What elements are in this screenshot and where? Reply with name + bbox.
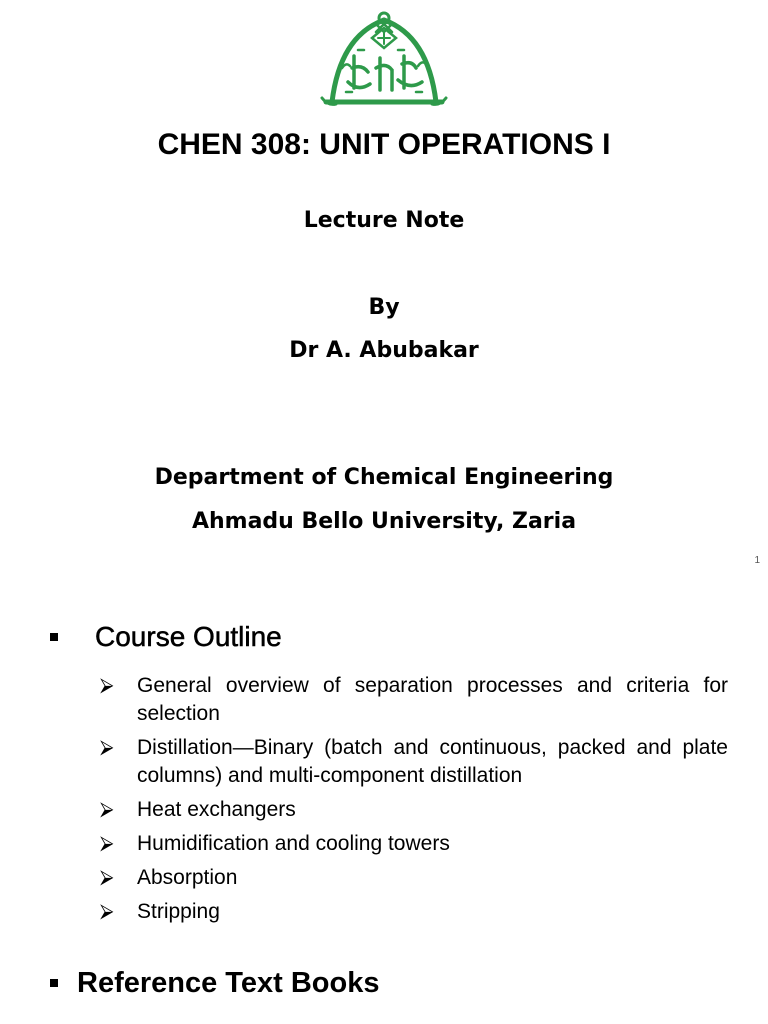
list-item-text: Heat exchangers [137,798,296,821]
square-bullet-icon [50,979,58,987]
list-item [100,898,728,926]
course-outline-heading: Course Outline [95,621,282,652]
course-outline-list [100,672,728,932]
university-name: Ahmadu Bello University, Zaria [191,509,577,534]
square-bullet-icon [50,633,58,641]
arrow-bullet-icon: ⮚ [100,833,114,854]
list-item [100,830,728,858]
arrow-bullet-icon: ⮚ [100,867,114,888]
university-crest-icon [318,6,450,108]
list-item-text: Distillation—Binary (batch and continuous, packed and plate columns) and multi-component distillation [137,736,728,787]
arrow-bullet-icon: ⮚ [100,675,114,696]
list-item [100,672,728,728]
course-outline-slide [0,600,768,1024]
list-item [100,864,728,892]
list-item-text: Absorption [137,866,238,889]
arrow-bullet-icon: ⮚ [100,799,114,820]
reference-books-heading: Reference Text Books [77,967,380,999]
list-item [100,734,728,790]
arrow-bullet-icon: ⮚ [100,901,114,922]
list-item [100,796,728,824]
list-item-text: Humidification and cooling towers [137,832,450,855]
list-item-text: General overview of separation processes and criteria for selection [137,674,728,725]
author-name: Dr A. Abubakar [289,338,479,363]
arrow-bullet-icon: ⮚ [100,737,114,758]
page-number: 1 [754,555,760,566]
department-name: Department of Chemical Engineering [154,465,614,490]
document-title: CHEN 308: UNIT OPERATIONS I [157,128,611,161]
list-item-text: Stripping [137,900,220,923]
subtitle: Lecture Note [303,208,465,233]
by-label: By [368,295,400,320]
